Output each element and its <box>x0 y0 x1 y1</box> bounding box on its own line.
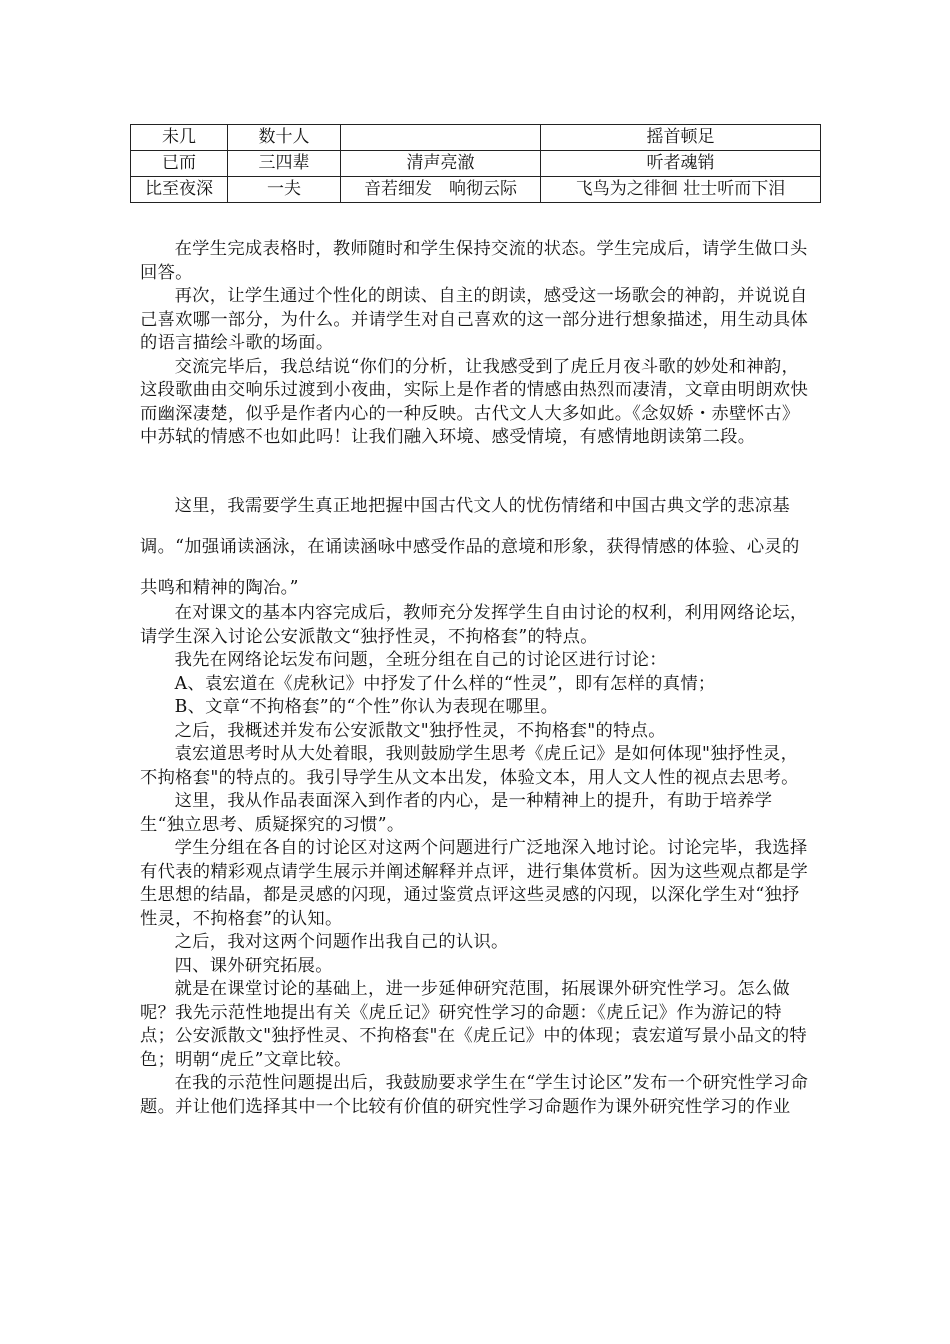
paragraph: 再次，让学生通过个性化的朗读、自主的朗读，感受这一场歌会的神韵，并说说自己喜欢哪一部分，为什么。并请学生对自己喜欢的这一部分进行想象描述，用生动具体的语言描绘斗歌的场面。 <box>140 286 809 353</box>
paragraph: 袁宏道思考时从大处着眼，我则鼓励学生思考《虎丘记》是如何体现"独抒性灵，不拘格套"的特点的。我引导学生从文本出发，体验文本，用人文人性的视点去思考。 <box>140 744 799 788</box>
table-cell <box>341 125 541 151</box>
table-cell: 比至夜深 <box>131 177 228 203</box>
paragraph: 在我的示范性问题提出后，我鼓励要求学生在“学生讨论区”发布一个研究性学习命题。并让他们选择其中一个比较有价值的研究性学习命题作为课外研究性学习的作业 <box>140 1073 809 1117</box>
paragraph: 在学生完成表格时，教师随时和学生保持交流的状态。学生完成后，请学生做口头回答。 <box>140 239 808 283</box>
table-cell: 数十人 <box>228 125 341 151</box>
table-cell: 一夫 <box>228 177 341 203</box>
text-block-reading-goal <box>140 486 810 609</box>
table-cell: 三四辈 <box>228 151 341 177</box>
table-row <box>131 151 821 177</box>
table-cell: 清声亮澈 <box>341 151 541 177</box>
paragraph: 学生分组在各自的讨论区对这两个问题进行广泛地深入地讨论。讨论完毕，我选择有代表的精彩观点请学生展示并阐述解释并点评，进行集体赏析。因为这些观点都是学生思想的结晶，都是灵感的闪现，通过鉴赏点评这些灵感的闪现，以深化学生对“独抒性灵，不拘格套”的认知。 <box>140 838 809 929</box>
paragraph: 之后，我对这两个问题作出我自己的认识。 <box>174 932 509 952</box>
paragraph: 我先在网络论坛发布问题，全班分组在自己的讨论区进行讨论： <box>174 650 667 670</box>
section-heading: 四、课外研究拓展。 <box>174 955 333 976</box>
table-cell: 摇首顿足 <box>541 125 821 151</box>
paragraph: 就是在课堂讨论的基础上，进一步延伸研究范围，拓展课外研究性学习。怎么做呢？我先示范性地提出有关《虎丘记》研究性学习的命题：《虎丘记》作为游记的特点；公安派散文"独抒性灵、不拘格套"在《虎丘记》中的体现；袁宏道写景小品文的特色；明朝“虎丘”文章比较。 <box>140 979 808 1070</box>
paragraph: 这里，我需要学生真正地把握中国古代文人的忧伤情绪和中国古典文学的悲凉基调。“加强诵读涵泳，在诵读涵咏中感受作品的意境和形象，获得情感的体验、心灵的共鸣和精神的陶冶。” <box>140 496 800 598</box>
paragraph: 在对课文的基本内容完成后，教师充分发挥学生自由讨论的权利，利用网络论坛，请学生深入讨论公安派散文“独抒性灵，不拘格套”的特点。 <box>140 603 808 647</box>
text-block-forum <box>140 602 810 1119</box>
table-cell: 听者魂销 <box>541 151 821 177</box>
paragraph: 之后，我概述并发布公安派散文"独抒性灵，不拘格套"的特点。 <box>174 720 666 741</box>
song-contest-table <box>130 124 821 203</box>
paragraph: A、袁宏道在《虎秋记》中抒发了什么样的“性灵”，即有怎样的真情； <box>174 673 716 694</box>
paragraph: B、文章“不拘格套”的“个性”你认为表现在哪里。 <box>174 697 559 717</box>
paragraph: 交流完毕后，我总结说“你们的分析，让我感受到了虎丘月夜斗歌的妙处和神韵，这段歌曲由交响乐过渡到小夜曲，实际上是作者的情感由热烈而凄清，文章由明朗欢快而幽深凄楚，似乎是作者内心的一种反映。古代文人大多如此。《念奴娇・赤壁怀古》中苏轼的情感不也如此吗！让我们融入环境、感受情境，有感情地朗读第二段。 <box>140 356 809 447</box>
table-cell: 未几 <box>131 125 228 151</box>
table-row <box>131 125 821 151</box>
text-block-discussion <box>140 238 810 450</box>
paragraph: 这里，我从作品表面深入到作者的内心，是一种精神上的提升，有助于培养学生“独立思考、质疑探究的习惯”。 <box>140 791 773 835</box>
table-row <box>131 177 821 203</box>
table-cell: 飞鸟为之徘徊 壮士听而下泪 <box>541 177 821 203</box>
table-cell: 音若细发 响彻云际 <box>341 177 541 203</box>
table-cell: 已而 <box>131 151 228 177</box>
